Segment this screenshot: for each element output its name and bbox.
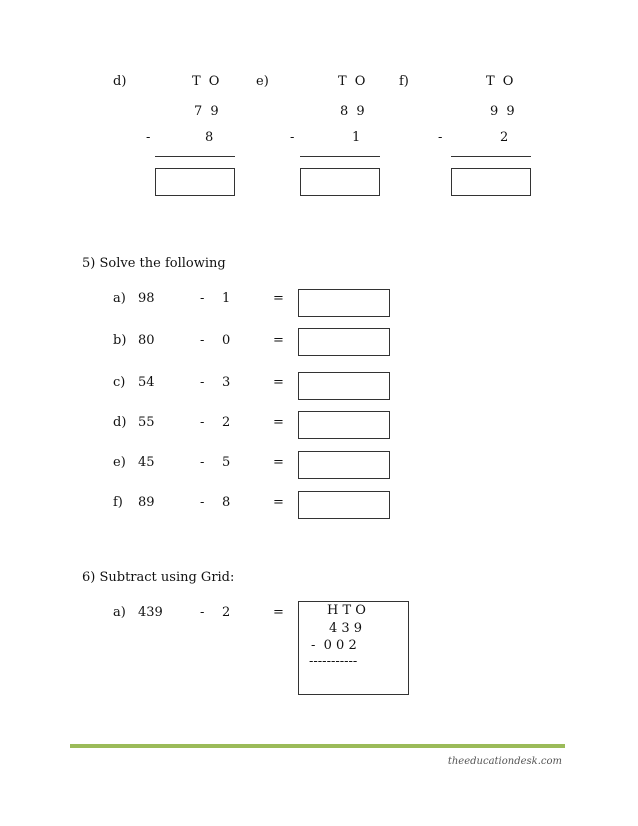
grid-header: H T O — [327, 603, 366, 618]
answer-box[interactable] — [155, 168, 235, 196]
answer-rule — [300, 156, 380, 157]
minus-sign: - — [290, 130, 295, 145]
equals-sign: = — [273, 415, 284, 430]
minuend: 8 9 — [340, 104, 367, 119]
section-6-title: 6) Subtract using Grid: — [82, 570, 235, 585]
grid-dash-rule: ----------- — [309, 654, 358, 669]
row-label: b) — [113, 333, 127, 348]
operand-a: 439 — [138, 605, 163, 620]
answer-box[interactable] — [298, 372, 390, 400]
answer-rule — [451, 156, 531, 157]
operand-a: 80 — [138, 333, 155, 348]
place-value-header: T O — [338, 74, 368, 89]
problem-label: e) — [256, 74, 269, 89]
minuend: 7 9 — [194, 104, 221, 119]
grid-minuend: 4 3 9 — [329, 621, 363, 636]
answer-box[interactable] — [300, 168, 380, 196]
place-value-header: T O — [192, 74, 222, 89]
minuend: 9 9 — [490, 104, 517, 119]
answer-box[interactable] — [298, 328, 390, 356]
subtrahend: 8 — [205, 130, 214, 145]
minus-sign: - — [200, 495, 205, 510]
operand-a: 98 — [138, 291, 155, 306]
equals-sign: = — [273, 375, 284, 390]
answer-box[interactable] — [298, 411, 390, 439]
operand-b: 0 — [222, 333, 231, 348]
subtrahend: 2 — [500, 130, 509, 145]
subtrahend: 1 — [352, 130, 361, 145]
row-label: a) — [113, 291, 126, 306]
operand-b: 2 — [222, 415, 231, 430]
answer-rule — [155, 156, 235, 157]
operand-b: 2 — [222, 605, 231, 620]
equals-sign: = — [273, 455, 284, 470]
place-value-header: T O — [486, 74, 516, 89]
minus-sign: - — [200, 415, 205, 430]
equals-sign: = — [273, 605, 284, 620]
minus-sign: - — [146, 130, 151, 145]
equals-sign: = — [273, 333, 284, 348]
row-label: c) — [113, 375, 126, 390]
minus-sign: - — [438, 130, 443, 145]
problem-label: d) — [113, 74, 127, 89]
answer-box[interactable] — [298, 289, 390, 317]
operand-b: 1 — [222, 291, 231, 306]
minus-sign: - — [200, 291, 205, 306]
minus-sign: - — [200, 605, 205, 620]
row-label: e) — [113, 455, 126, 470]
operand-a: 54 — [138, 375, 155, 390]
operand-b: 8 — [222, 495, 231, 510]
row-label: d) — [113, 415, 127, 430]
problem-label: f) — [399, 74, 409, 89]
row-label: a) — [113, 605, 126, 620]
section-5-title: 5) Solve the following — [82, 256, 226, 271]
minus-sign: - — [200, 375, 205, 390]
answer-box[interactable] — [451, 168, 531, 196]
minus-sign: - — [200, 455, 205, 470]
operand-a: 55 — [138, 415, 155, 430]
equals-sign: = — [273, 495, 284, 510]
operand-b: 5 — [222, 455, 231, 470]
answer-box[interactable] — [298, 491, 390, 519]
grid-subtrahend: - 0 0 2 — [311, 638, 357, 653]
footer-divider — [70, 744, 565, 748]
operand-a: 89 — [138, 495, 155, 510]
operand-b: 3 — [222, 375, 231, 390]
row-label: f) — [113, 495, 123, 510]
equals-sign: = — [273, 291, 284, 306]
answer-box[interactable] — [298, 451, 390, 479]
minus-sign: - — [200, 333, 205, 348]
footer-site-name: theeducationdesk.com — [447, 756, 562, 767]
operand-a: 45 — [138, 455, 155, 470]
subtraction-grid[interactable] — [298, 601, 409, 695]
